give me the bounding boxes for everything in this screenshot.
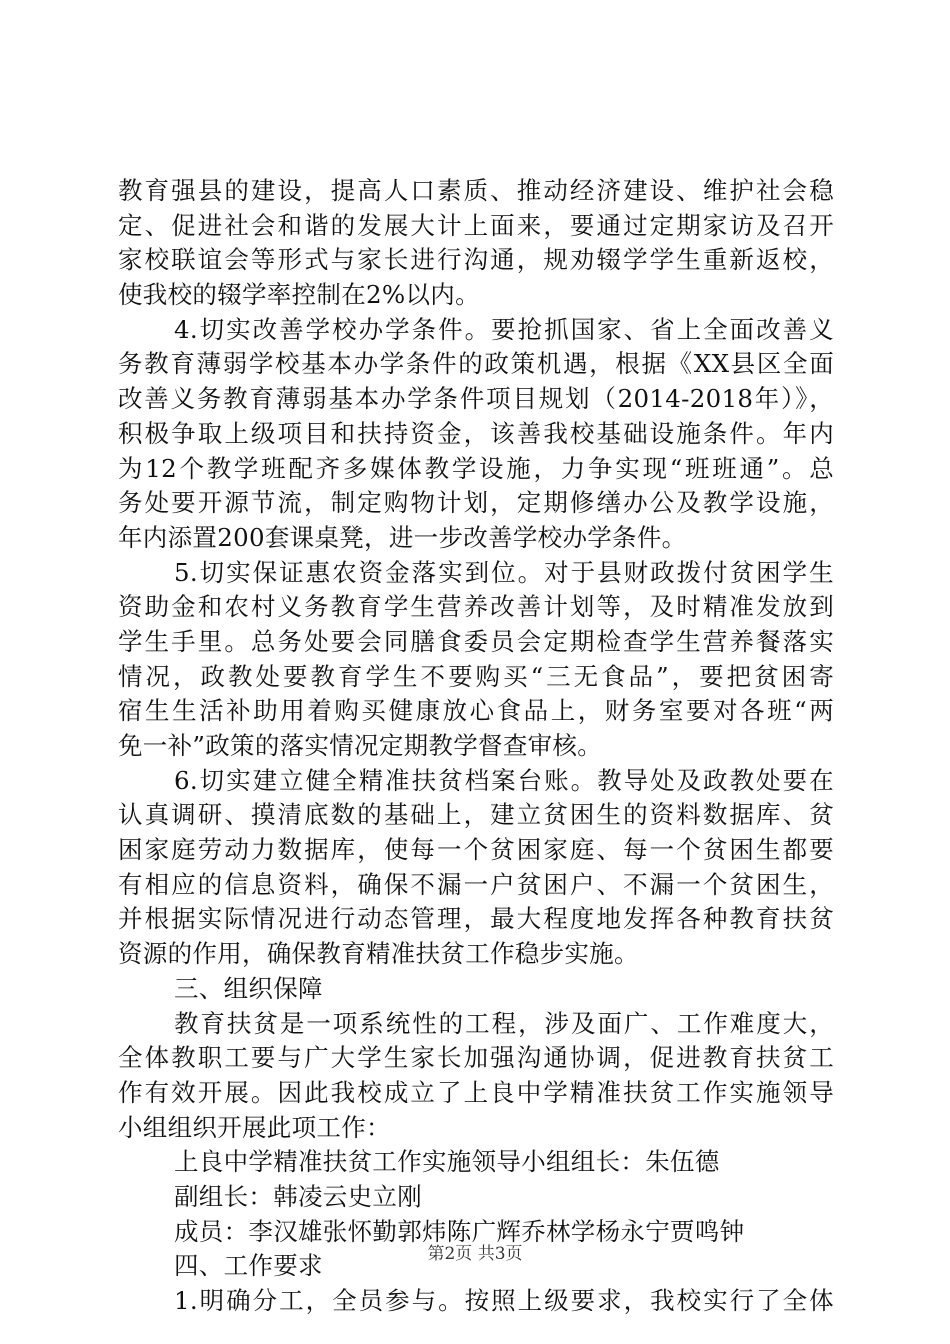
- text-line: 教育强县的建设，提高人口素质、推动经济建设、维护社会稳: [118, 176, 834, 205]
- text-line: 定、促进社会和谐的发展大计上面来，要通过定期家访及召开: [118, 210, 834, 240]
- text-line: 宿生生活补助用着购买健康放心食品上，财务室要对各班“两: [118, 696, 834, 726]
- section-heading: 四、工作要求: [174, 1251, 323, 1281]
- text-line: 困家庭劳动力数据库，使每一个贫困家庭、每一个贫困生都要: [118, 835, 834, 865]
- text-line: 有相应的信息资料，确保不漏一户贫困户、不漏一个贫困生，: [118, 869, 834, 899]
- text-line: 认真调研、摸清底数的基础上，建立贫困生的资料数据库、贫: [118, 800, 834, 830]
- text-line: 成员：李汉雄张怀勤郭炜陈广辉乔林学杨永宁贾鸣钟: [174, 1216, 745, 1246]
- text-line: 4.切实改善学校办学条件。要抢抓国家、省上全面改善义: [174, 314, 834, 344]
- text-line: 资助金和农村义务教育学生营养改善计划等，及时精准发放到: [118, 592, 834, 622]
- document-body: [118, 174, 834, 1319]
- text-line: 副组长：韩凌云史立刚: [174, 1181, 422, 1211]
- text-line: 务教育薄弱学校基本办学条件的政策机遇，根据《XX县区全面: [118, 349, 834, 379]
- text-line: 并根据实际情况进行动态管理，最大程度地发挥各种教育扶贫: [118, 904, 834, 934]
- text-line: 6.切实建立健全精准扶贫档案台账。教导处及政教处要在: [174, 765, 834, 795]
- text-line: 资源的作用，确保教育精准扶贫工作稳步实施。: [118, 939, 639, 969]
- text-line: 全体教职工要与广大学生家长加强沟通协调，促进教育扶贫工: [118, 1043, 834, 1073]
- text-line: 情况，政教处要教育学生不要购买“三无食品”，要把贫困寄: [118, 661, 834, 691]
- text-line: 学生手里。总务处要会同膳食委员会定期检查学生营养餐落实: [118, 626, 834, 656]
- text-line: 家校联谊会等形式与家长进行沟通，规劝辍学学生重新返校，: [118, 245, 834, 275]
- text-line: 积极争取上级项目和扶持资金，该善我校基础设施条件。年内: [118, 418, 834, 448]
- text-line: 为12个教学班配齐多媒体教学设施，力争实现“班班通”。总: [118, 453, 834, 483]
- text-line: 年内添置200套课桌凳，进一步改善学校办学条件。: [118, 522, 687, 552]
- page-footer: 第2页 共3页: [427, 1244, 523, 1264]
- text-line: 小组组织开展此项工作：: [118, 1112, 391, 1142]
- text-line: 上良中学精准扶贫工作实施领导小组组长：朱伍德: [174, 1147, 720, 1177]
- text-line: 1.明确分工，全员参与。按照上级要求，我校实行了全体: [174, 1286, 834, 1315]
- text-line: 5.切实保证惠农资金落实到位。对于县财政拨付贫困学生: [174, 557, 834, 587]
- text-line: 改善义务教育薄弱基本办学条件项目规划（2014-2018年）》，: [118, 384, 834, 414]
- text-line: 免一补”政策的落实情况定期教学督查审核。: [118, 731, 603, 760]
- text-line: 使我校的辍学率控制在2%以内。: [118, 280, 480, 310]
- text-line: 务处要开源节流，制定购物计划，定期修缮办公及教学设施，: [118, 488, 834, 518]
- text-line: 教育扶贫是一项系统性的工程，涉及面广、工作难度大，: [174, 1008, 834, 1038]
- section-heading: 三、组织保障: [174, 973, 323, 1003]
- text-line: 作有效开展。因此我校成立了上良中学精准扶贫工作实施领导: [118, 1077, 834, 1107]
